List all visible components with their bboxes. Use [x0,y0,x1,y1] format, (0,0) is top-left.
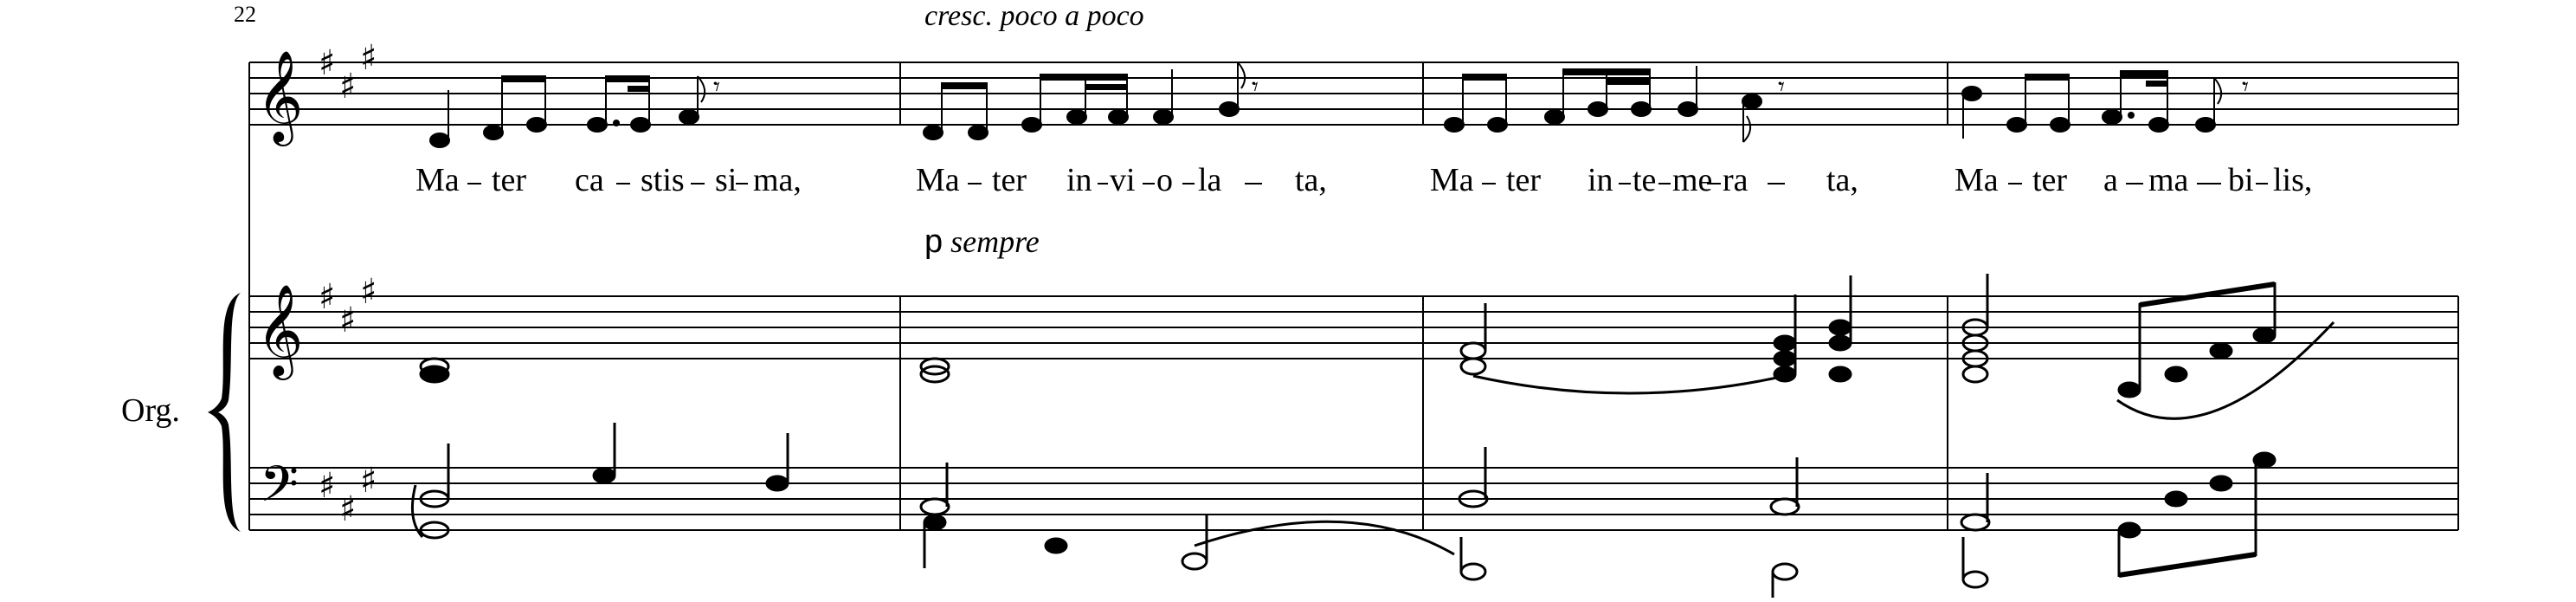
organ-bass-notes [412,423,2275,598]
lyric-syllable: ter [1506,162,1542,198]
lyric-syllable: bi [2228,162,2254,198]
lyric-syllable: o [1156,162,1173,198]
key-signature-voice [319,38,377,107]
key-signature-bass [319,461,377,529]
dynamic-sempre: sempre [950,224,1040,259]
key-signature-treble [319,272,377,340]
cresc-expression: cresc. poco a poco [924,0,1144,32]
dynamic-marking [924,223,1040,261]
svg-text:♯: ♯ [339,489,357,529]
svg-text:♯: ♯ [319,466,336,506]
lyric-syllable: Ma [1430,162,1474,198]
lyric-syllable: ter [992,162,1027,198]
organ-bass-staff [249,468,2458,530]
lyric-syllable: vi [1110,162,1136,198]
lyric-syllable: ca [575,162,604,198]
lyric-syllable: ter [2032,162,2068,198]
svg-text:𝄾: 𝄾 [1252,73,1259,101]
voice-notes [430,62,2249,147]
treble-clef-icon: 𝄞 [256,49,304,142]
lyric-syllable: me [1672,162,1713,198]
lyric-syllable: ter [492,162,527,198]
svg-text:♯: ♯ [319,43,336,83]
lyric-syllable: lis, [2273,162,2313,198]
lyric-syllable: te [1633,162,1657,198]
svg-text:𝄾: 𝄾 [2242,73,2249,101]
svg-text:♯: ♯ [360,272,377,312]
lyric-syllable: si [715,162,737,198]
lyric-syllable: la [1198,162,1222,198]
svg-text:♯: ♯ [360,38,377,78]
svg-text:♯: ♯ [319,277,336,317]
lyric-syllable: Ma [916,162,960,198]
lyric-syllable: ra [1723,162,1748,198]
treble-clef-icon: 𝄞 [256,283,304,376]
svg-text:♯: ♯ [339,67,357,107]
lyric-syllable: Ma [415,162,460,198]
lyric-syllable: Ma [1955,162,1999,198]
lyric-syllable: ma [2148,162,2189,198]
svg-text:♯: ♯ [339,301,357,340]
instrument-label: Org. [121,392,180,429]
lyric-syllable: in [1066,162,1092,198]
dynamic-p: p [924,223,943,260]
lyric-syllable: ma, [753,162,802,198]
svg-text:♯: ♯ [360,461,377,501]
lyric-syllable: ta, [1295,162,1327,198]
measure-number: 22 [234,2,256,27]
lyric-syllable: stis [641,162,685,198]
lyric-syllable: a [2103,162,2118,198]
lyric-syllable: in [1587,162,1613,198]
bass-clef-icon: 𝄢 [260,455,299,526]
brace [208,293,241,532]
svg-text:𝄾: 𝄾 [1778,73,1785,101]
lyric-syllable: ta, [1826,162,1858,198]
svg-text:𝄾: 𝄾 [713,73,720,101]
organ-treble-staff [249,296,2458,359]
